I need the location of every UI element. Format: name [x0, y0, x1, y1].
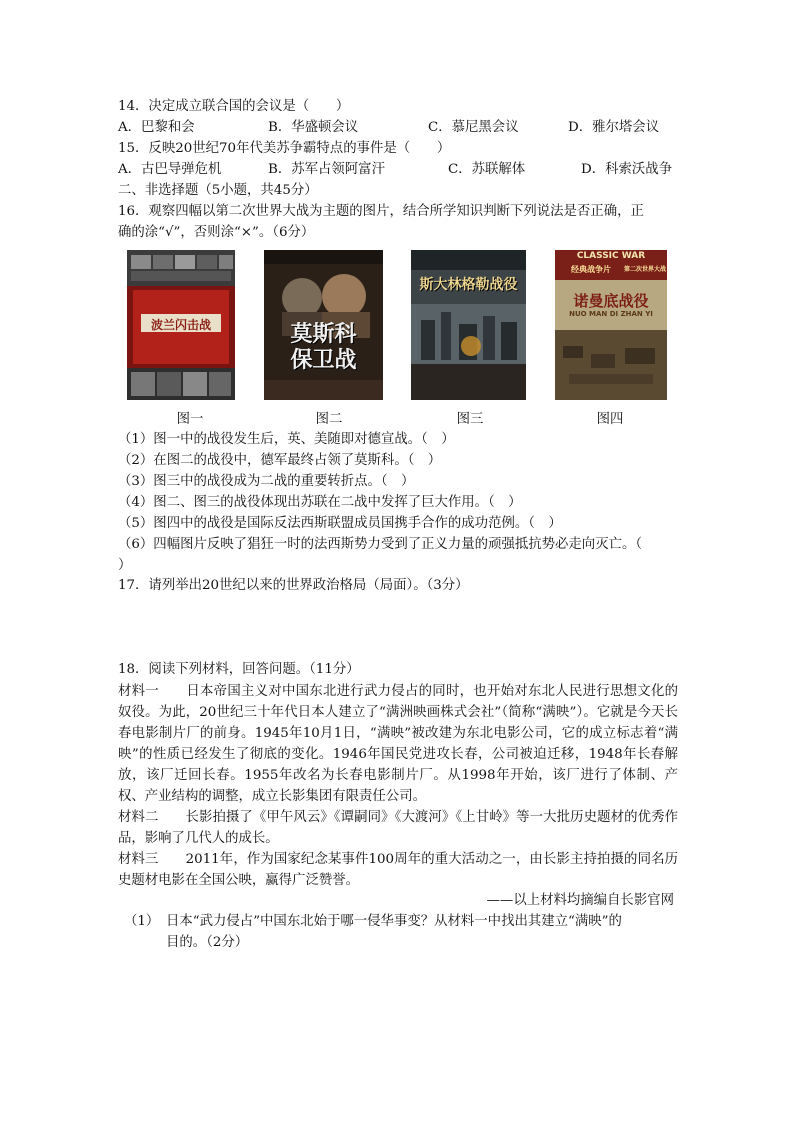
q18-material-2: 材料二 长影拍摄了《甲午风云》《谭嗣同》《大渡河》《上甘岭》等一大批历史题材的优秀作品，影响了几代人的成长。: [118, 810, 678, 846]
q16-stem-line2: 确的涂“√”，否则涂“×”。（6分）: [118, 225, 315, 240]
q16-statement-6-end: ）: [118, 558, 132, 573]
q16-stem-line1: 16．观察四幅以第二次世界大战为主题的图片，结合所学知识判断下列说法是否正确，正: [118, 204, 644, 219]
caption-figure-3: 图三: [456, 412, 484, 427]
poster-4-subbanner: 经典战争片: [571, 265, 611, 274]
caption-figure-2: 图二: [315, 412, 343, 427]
q15-option-c: C．苏联解体: [448, 162, 526, 177]
q16-statement-6: （6）四幅图片反映了猖狂一时的法西斯势力受到了正义力量的顽强抵抗势必走向灭亡。（: [118, 537, 643, 552]
q15-stem: 15．反映20世纪70年代美苏争霸特点的事件是（ ）: [118, 141, 451, 156]
poster-image-2: [264, 250, 383, 400]
q16-statement-1: （1）图一中的战役发生后，英、美随即对德宣战。（ ）: [118, 432, 455, 447]
poster-4-subtitle: NUO MAN DI ZHAN YI: [569, 310, 653, 318]
poster-4-title: 诺曼底战役: [573, 292, 649, 310]
q14-option-d: D．雅尔塔会议: [568, 120, 660, 135]
poster-3-art: [411, 250, 526, 400]
q14-option-a: A．巴黎和会: [118, 120, 195, 135]
poster-1-title: 波兰闪击战: [150, 318, 211, 332]
section-heading: 二、非选择题（5小题，共45分）: [118, 183, 318, 198]
q15-option-b: B．苏军占领阿富汗: [268, 162, 385, 177]
q16-statement-3: （3）图三中的战役成为二战的重要转折点。（ ）: [118, 474, 415, 489]
q17-stem: 17．请列举出20世纪以来的世界政治格局（局面）。（3分）: [118, 578, 469, 593]
q15-option-a: A．古巴导弹危机: [118, 162, 222, 177]
q16-statement-2: （2）在图二的战役中，德军最终占领了莫斯科。（ ）: [118, 453, 442, 468]
q16-statement-5: （5）图四中的战役是国际反法西斯联盟成员国携手合作的成功范例。（ ）: [118, 516, 562, 531]
q18-stem: 18．阅读下列材料，回答问题。（11分）: [118, 662, 360, 677]
q16-statement-4: （4）图二、图三的战役体现出苏联在二战中发挥了巨大作用。（ ）: [118, 495, 522, 510]
poster-2-title-line1: 莫斯科: [290, 322, 357, 347]
poster-2-title-line2: 保卫战: [290, 348, 357, 373]
q18-source: ——以上材料均摘编自长影官网: [486, 893, 674, 908]
poster-4-banner: CLASSIC WAR: [576, 251, 646, 261]
caption-figure-1: 图一: [176, 412, 204, 427]
q18-sub1-number: （1）: [124, 914, 160, 929]
q18-material-3: 材料三 2011年，作为国家纪念某事件100周年的重大活动之一，由长影主持拍摄的同名历史题材电影在全国公映，赢得广泛赞誉。: [118, 852, 678, 888]
poster-3-title: 斯大林格勒战役: [419, 277, 518, 293]
q14-option-b: B．华盛顿会议: [268, 120, 359, 135]
q15-option-d: D．科索沃战争: [581, 162, 673, 177]
q18-sub1-line2: 目的。（2分）: [166, 935, 249, 950]
poster-image-1: [127, 250, 235, 400]
q18-sub1-line1: 日本“武力侵占”中国东北始于哪一侵华事变？从材料一中找出其建立“满映”的: [166, 914, 622, 929]
poster-image-4: [555, 250, 667, 400]
caption-figure-4: 图四: [596, 412, 624, 427]
poster-image-3: [411, 250, 526, 400]
poster-4-tag: 第二次世界大战: [623, 266, 666, 273]
q14-option-c: C．慕尼黑会议: [428, 120, 519, 135]
q18-material-1: 材料一 日本帝国主义对中国东北进行武力侵占的同时，也开始对东北人民进行思想文化的奴役。为此，20世纪三十年代日本人建立了“满洲映画株式会社”（简称“满映”）。它就是今天长春电影制片厂的前身。1945年10月1日，“满映”被改建为东北电影公司，它的成立标志着“满映”的性质已经发生了彻底的变化。1946年国民党进攻长春，公司被迫迁移，1948年长春解放，该厂迁回长春。1955年改名为长春电影制片厂。从1998年开始，该厂进行了体制、产权、产业结构的调整，成立长影集团有限责任公司。: [118, 684, 678, 804]
q14-stem: 14．决定成立联合国的会议是（ ）: [118, 99, 350, 114]
